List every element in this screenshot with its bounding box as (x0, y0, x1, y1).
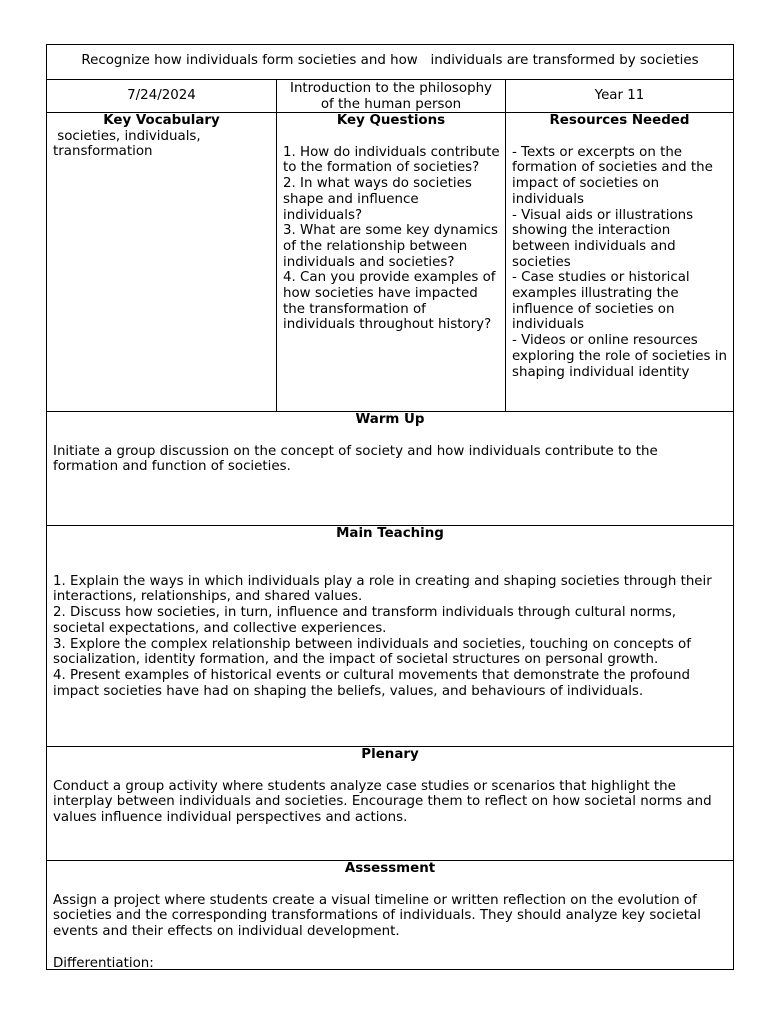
resource-item: - Videos or online resources exploring the role of societies in shaping individual identity (512, 333, 727, 380)
vocabulary-line-2: transformation (53, 144, 153, 160)
teaching-item: 1. Explain the ways in which individuals play a role in creating and shaping societies through their interactions, relationships, and shared values. (53, 573, 712, 605)
plenary-text: Conduct a group activity where students analyze case studies or scenarios that highlight the interplay between individuals and societies. Encourage them to reflect on how societal norms and values influence individual perspectives and actions. (53, 778, 712, 826)
assessment-heading: Assessment (344, 861, 436, 876)
year-level: Year 11 (594, 88, 645, 103)
resources-heading: Resources Needed (549, 113, 690, 128)
subject-name (277, 81, 505, 112)
differentiation-label: Differentiation: (53, 955, 154, 971)
resource-item: - Texts or excerpts on the formation of societies and the impact of societies on individuals (512, 144, 713, 207)
subject-line-1: Introduction to the philosophy (290, 81, 492, 96)
plenary-heading: Plenary (361, 747, 419, 762)
vocabulary-line-1: societies, individuals, (53, 128, 201, 144)
resource-item: - Case studies or historical examples illustrating the influence of societies on individuals (512, 270, 690, 333)
teaching-item: 4. Present examples of historical events or cultural movements that demonstrate the profound impact societies have had on shaping the beliefs, values, and behaviours of individuals. (53, 667, 691, 699)
planning-columns-row (47, 112, 733, 411)
lesson-plan-table (46, 44, 734, 970)
subject-cell (276, 80, 505, 112)
question-item: 1. How do individuals contribute to the formation of societies? (283, 144, 500, 176)
title-row (47, 45, 733, 79)
questions-cell (276, 113, 505, 411)
vocabulary-cell (47, 113, 276, 411)
vocabulary-heading: Key Vocabulary (103, 113, 220, 128)
warm-up-section (47, 411, 733, 525)
questions-list (277, 145, 505, 333)
main-teaching-heading: Main Teaching (336, 526, 444, 541)
subject-line-2: of the human person (320, 96, 462, 112)
date-cell (47, 80, 276, 112)
assessment-text: Assign a project where students create a visual timeline or written reflection on the evolution of societies and the corresponding transformations of individuals. They should analyze key societal events and their effects on individual development. (53, 892, 702, 940)
teaching-item: 3. Explore the complex relationship between individuals and societies, touching on concepts of socialization, identity formation, and the impact of societal structures on personal growth. (53, 636, 691, 668)
resources-cell (505, 113, 733, 411)
plenary-section (47, 746, 733, 860)
year-cell (505, 80, 733, 112)
warm-up-text: Initiate a group discussion on the concept of society and how individuals contribute to the formation and function of societies. (53, 443, 658, 475)
main-teaching-section (47, 525, 733, 746)
warm-up-heading: Warm Up (355, 412, 425, 427)
questions-heading: Key Questions (336, 113, 446, 128)
lesson-title: Recognize how individuals form societies and how individuals are transformed by societies (81, 53, 699, 68)
question-item: 3. What are some key dynamics of the relationship between individuals and societies? (283, 223, 499, 270)
question-item: 2. In what ways do societies shape and influence individuals? (283, 176, 472, 223)
teaching-item: 2. Discuss how societies, in turn, influence and transform individuals through cultural norms, societal expectations, and collective experiences. (53, 605, 677, 636)
main-teaching-list (47, 574, 733, 700)
question-item: 4. Can you provide examples of how societies have impacted the transformation of individuals throughout history? (283, 270, 496, 333)
vocabulary-list (47, 129, 276, 160)
resources-list (506, 145, 733, 381)
resource-item: - Visual aids or illustrations showing the interaction between individuals and societies (512, 207, 694, 270)
info-row (47, 79, 733, 112)
assessment-section (47, 860, 733, 971)
lesson-date: 7/24/2024 (127, 88, 196, 103)
